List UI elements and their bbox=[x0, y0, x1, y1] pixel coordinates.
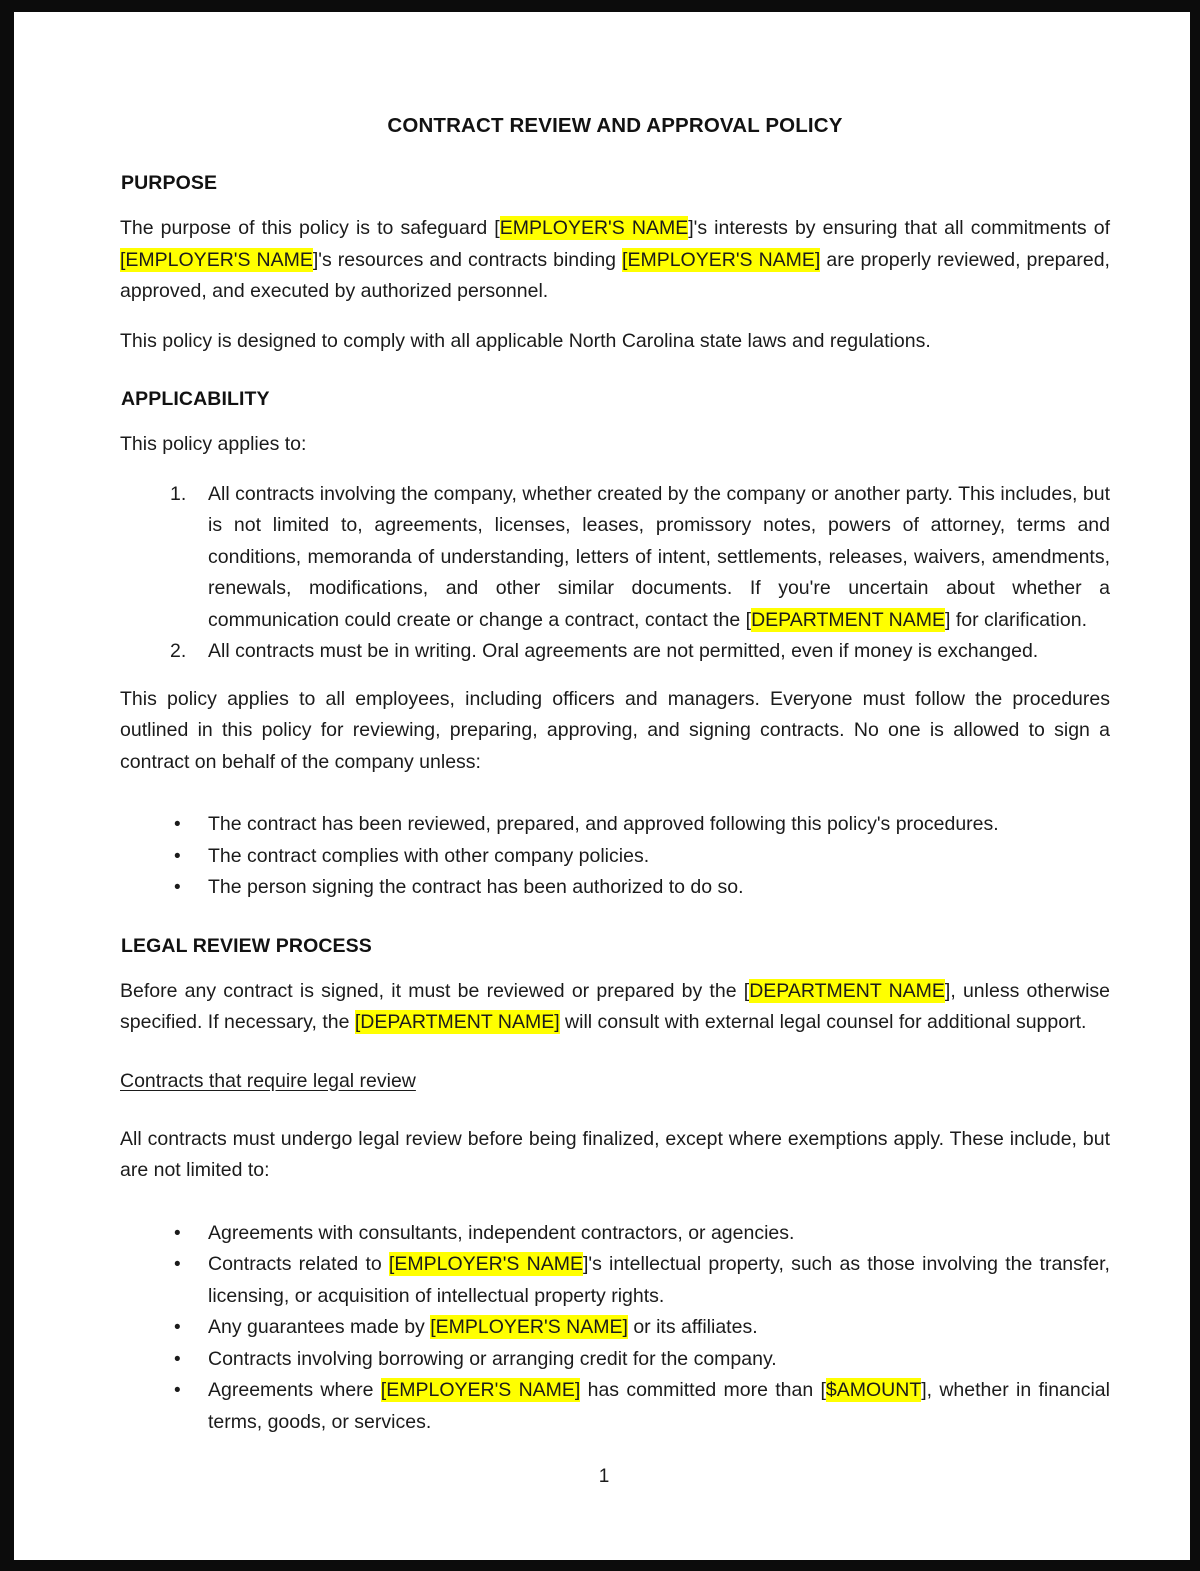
applicability-numbered-list bbox=[120, 479, 1110, 668]
list-item: • The person signing the contract has been authorized to do so. bbox=[120, 872, 1110, 904]
text-run: are properly reviewed, prepared, approved, and executed by authorized personnel. bbox=[120, 248, 1110, 302]
section-heading-applicability: APPLICABILITY bbox=[121, 388, 270, 410]
section-heading-legal-review-process: LEGAL REVIEW PROCESS bbox=[121, 934, 372, 957]
list-item: • Contracts involving borrowing or arranging credit for the company. bbox=[120, 1344, 1110, 1376]
text-run: Before any contract is signed, it must be reviewed or prepared by the bbox=[120, 979, 744, 1002]
text-run: Any guarantees made by bbox=[208, 1316, 431, 1338]
placeholder-department-name: DEPARTMENT NAME bbox=[749, 979, 945, 1002]
legal-review-paragraph-2: All contracts must undergo legal review before being finalized, except where exemptions apply. These include, but are not limited to: bbox=[120, 1127, 1110, 1181]
spacer bbox=[120, 1205, 1110, 1218]
applicability-paragraph: This policy applies to all employees, including officers and managers. Everyone must follow the procedures outlined in this policy for reviewing, preparing, approving, and signing contracts. No one is allowed to sign a contract on behalf of the company unless: bbox=[120, 687, 1110, 773]
text-run: ], unless otherwise specified. If necessary, the bbox=[120, 979, 1110, 1033]
bracket-open: [ bbox=[820, 1379, 826, 1401]
spacer bbox=[120, 922, 1110, 935]
list-item: • Agreements with consultants, independent contractors, or agencies. bbox=[120, 1218, 1110, 1250]
legal-review-paragraph-1 bbox=[120, 976, 1110, 1039]
list-item bbox=[120, 1249, 1110, 1312]
document-sheet bbox=[16, 14, 1192, 1562]
text-run: will consult with external legal counsel for additional support. bbox=[559, 1011, 1087, 1033]
list-item: All contracts must be in writing. Oral agreements are not permitted, even if money is exchanged. bbox=[208, 640, 1039, 662]
text-run: ], whether in financial terms, goods, or services. bbox=[208, 1379, 1110, 1433]
placeholder-amount: $AMOUNT bbox=[825, 1379, 922, 1401]
placeholder-employer-name: [EMPLOYER'S NAME] bbox=[380, 1379, 581, 1401]
placeholder-department-name: [DEPARTMENT NAME] bbox=[354, 1011, 560, 1033]
placeholder-employer-name: EMPLOYER'S NAME bbox=[499, 217, 689, 239]
spacer bbox=[120, 796, 1110, 809]
bracket-open: [ bbox=[494, 217, 500, 239]
spacer bbox=[120, 1111, 1110, 1124]
sub-heading-contracts-requiring-legal-review: Contracts that require legal review bbox=[120, 1069, 416, 1092]
list-item bbox=[120, 1312, 1110, 1344]
list-item bbox=[120, 479, 1110, 637]
section-heading-purpose: PURPOSE bbox=[121, 172, 218, 194]
list-item: • The contract has been reviewed, prepared, and approved following this policy's procedures. bbox=[120, 809, 1110, 841]
text-run: has committed more than bbox=[580, 1379, 821, 1401]
purpose-paragraph-2: This policy is designed to comply with all applicable North Carolina state laws and regulations. bbox=[120, 329, 931, 352]
text-run: ]'s interests by ensuring that all commitments of bbox=[688, 217, 1110, 239]
placeholder-employer-name: [EMPLOYER'S NAME] bbox=[430, 1316, 628, 1338]
page-title: CONTRACT REVIEW AND APPROVAL POLICY bbox=[387, 114, 843, 137]
text-run: ]'s resources and contracts binding bbox=[312, 248, 623, 271]
text-run: Contracts related to bbox=[208, 1253, 389, 1275]
placeholder-employer-name: [EMPLOYER'S NAME bbox=[120, 248, 313, 271]
spacer bbox=[120, 1057, 1110, 1070]
list-item: • The contract complies with other company policies. bbox=[120, 841, 1110, 873]
text-run: All contracts involving the company, whether created by the company or another party. This includes, but is not limited to, agreements, licenses, leases, promissory notes, powers of attorney, terms and conditions, memoranda of understanding, letters of intent, settlements, releases, waivers, amendments, renewals, modifications, and other similar documents. If you're uncertain about whether a communication could create or change a contract, contact the bbox=[208, 482, 1110, 631]
applicability-bullet-list bbox=[120, 809, 1110, 904]
legal-review-bullet-list bbox=[120, 1218, 1110, 1439]
text-run: ] for clarification. bbox=[945, 608, 1087, 631]
text-run: Agreements where bbox=[208, 1379, 381, 1401]
spacer bbox=[120, 375, 1110, 388]
text-run: The purpose of this policy is to safeguard bbox=[120, 217, 495, 239]
bracket-open: [ bbox=[743, 979, 750, 1002]
bracket-open: [ bbox=[745, 608, 752, 631]
list-item bbox=[120, 1375, 1110, 1438]
applicability-intro: This policy applies to: bbox=[120, 433, 307, 455]
text-run: ]'s intellectual property, such as those involving the transfer, licensing, or acquisition of intellectual property rights. bbox=[208, 1253, 1110, 1307]
page-number: 1 bbox=[598, 1466, 610, 1487]
placeholder-department-name: DEPARTMENT NAME bbox=[751, 608, 946, 631]
text-run: or its affiliates. bbox=[627, 1316, 758, 1338]
purpose-paragraph-1 bbox=[120, 213, 1110, 308]
page-inner bbox=[14, 12, 1190, 1560]
placeholder-employer-name: [EMPLOYER'S NAME] bbox=[622, 248, 821, 271]
placeholder-employer-name: [EMPLOYER'S NAME bbox=[388, 1253, 583, 1275]
